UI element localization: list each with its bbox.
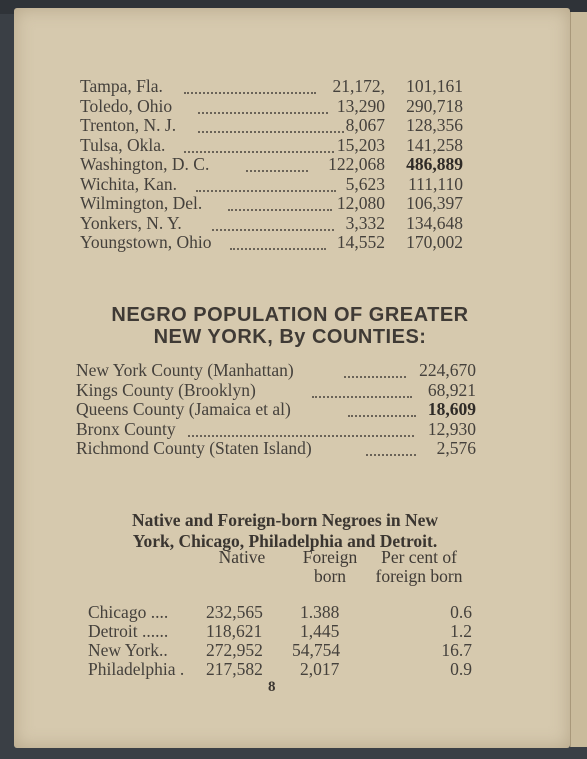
row-percent: 16.7 — [441, 640, 472, 660]
list-item — [76, 399, 476, 419]
city-name: Tampa, Fla. — [80, 76, 163, 96]
row-native: 118,621 — [206, 621, 263, 641]
counties-heading-line1: NEGRO POPULATION OF GREATER — [111, 304, 469, 326]
table-row — [74, 640, 484, 659]
negro-population: 13,290 — [336, 95, 385, 116]
list-item — [76, 419, 476, 439]
county-name: Kings County (Brooklyn) — [76, 379, 256, 400]
total-population: 128,356 — [406, 115, 463, 135]
county-value: 68,921 — [427, 379, 476, 400]
total-population: 106,397 — [406, 193, 463, 213]
negro-population: 21,172, — [332, 76, 385, 96]
row-foreign: 54,754 — [292, 640, 341, 660]
total-population: 141,258 — [406, 134, 463, 155]
county-value: 2,576 — [436, 438, 476, 458]
column-header-percent-line1: Per cent of — [381, 547, 457, 567]
row-foreign: 1,445 — [300, 621, 340, 641]
nativity-heading-line2: York, Chicago, Philadelphia and Detroit. — [132, 531, 438, 551]
total-population: 134,648 — [406, 212, 463, 233]
list-item — [80, 174, 480, 194]
row-native: 232,565 — [206, 602, 263, 622]
city-population-list — [80, 76, 480, 252]
negro-population: 15,203 — [336, 134, 385, 155]
list-item — [76, 360, 476, 380]
table-row — [74, 621, 484, 640]
row-city: New York.. — [88, 640, 168, 660]
counties-heading — [80, 304, 500, 348]
counties-heading-line2: NEW YORK, By COUNTIES: — [153, 326, 427, 348]
list-item — [80, 135, 480, 155]
city-name: Trenton, N. J. — [80, 115, 177, 135]
column-header-percent — [364, 548, 474, 586]
leader-dots — [198, 98, 328, 114]
city-name: Youngstown, Ohio — [80, 232, 212, 252]
row-city: Chicago .... — [88, 602, 169, 622]
list-item — [80, 96, 480, 116]
county-name: Bronx County — [76, 418, 176, 439]
city-name: Wilmington, Del. — [80, 193, 203, 213]
column-header-native — [212, 548, 272, 567]
county-population-list — [76, 360, 476, 458]
total-population: 111,110 — [408, 173, 463, 194]
row-native: 217,582 — [206, 659, 263, 679]
page-number: 8 — [268, 679, 276, 695]
leader-dots — [184, 78, 316, 94]
city-name: Yonkers, N. Y. — [80, 212, 182, 233]
negro-population: 122,068 — [328, 154, 385, 174]
row-native: 272,952 — [206, 640, 263, 660]
city-name: Wichita, Kan. — [80, 173, 177, 194]
leader-dots — [348, 401, 416, 417]
nativity-heading-line1: Native and Foreign-born Negroes in New — [131, 510, 439, 530]
total-population: 290,718 — [406, 95, 463, 116]
row-foreign: 2,017 — [300, 659, 340, 679]
list-item — [80, 115, 480, 135]
list-item — [80, 232, 480, 252]
list-item — [76, 380, 476, 400]
county-name: Queens County (Jamaica et al) — [76, 399, 291, 419]
county-value: 224,670 — [419, 360, 476, 380]
leader-dots — [312, 382, 412, 398]
county-name: Richmond County (Staten Island) — [76, 438, 312, 458]
county-value: 18,609 — [427, 399, 476, 419]
row-city: Detroit ...... — [88, 621, 169, 641]
city-name: Washington, D. C. — [80, 154, 210, 174]
total-population: 101,161 — [406, 76, 463, 96]
list-item — [80, 154, 480, 174]
table-row — [74, 602, 484, 621]
negro-population: 14,552 — [336, 232, 385, 252]
negro-population: 3,332 — [345, 212, 385, 233]
total-population: 170,002 — [406, 232, 463, 252]
list-item — [80, 213, 480, 233]
column-header-native-label: Native — [218, 547, 266, 567]
county-name: New York County (Manhattan) — [76, 360, 294, 380]
column-header-foreign — [290, 548, 370, 586]
column-header-percent-line2: foreign born — [375, 566, 463, 586]
column-header-foreign-line2: born — [313, 566, 347, 586]
list-item — [80, 76, 480, 96]
county-value: 12,930 — [427, 418, 476, 439]
nativity-heading — [80, 510, 490, 552]
city-name: Tulsa, Okla. — [80, 134, 166, 155]
list-item — [76, 438, 476, 458]
row-foreign: 1.388 — [300, 602, 340, 622]
total-population: 486,889 — [406, 154, 463, 174]
negro-population: 8,067 — [345, 115, 385, 135]
list-item — [80, 193, 480, 213]
leader-dots — [246, 156, 308, 172]
negro-population: 5,623 — [345, 173, 385, 194]
negro-population: 12,080 — [336, 193, 385, 213]
row-percent: 0.6 — [450, 602, 472, 622]
city-name: Toledo, Ohio — [80, 95, 173, 116]
leader-dots — [344, 362, 406, 378]
row-city: Philadelphia . — [88, 659, 185, 679]
row-percent: 0.9 — [450, 659, 472, 679]
table-row — [74, 659, 484, 678]
row-percent: 1.2 — [450, 621, 472, 641]
next-page-edge — [570, 12, 587, 747]
leader-dots — [188, 421, 414, 437]
leader-dots — [366, 440, 416, 456]
column-header-foreign-line1: Foreign — [302, 547, 358, 567]
